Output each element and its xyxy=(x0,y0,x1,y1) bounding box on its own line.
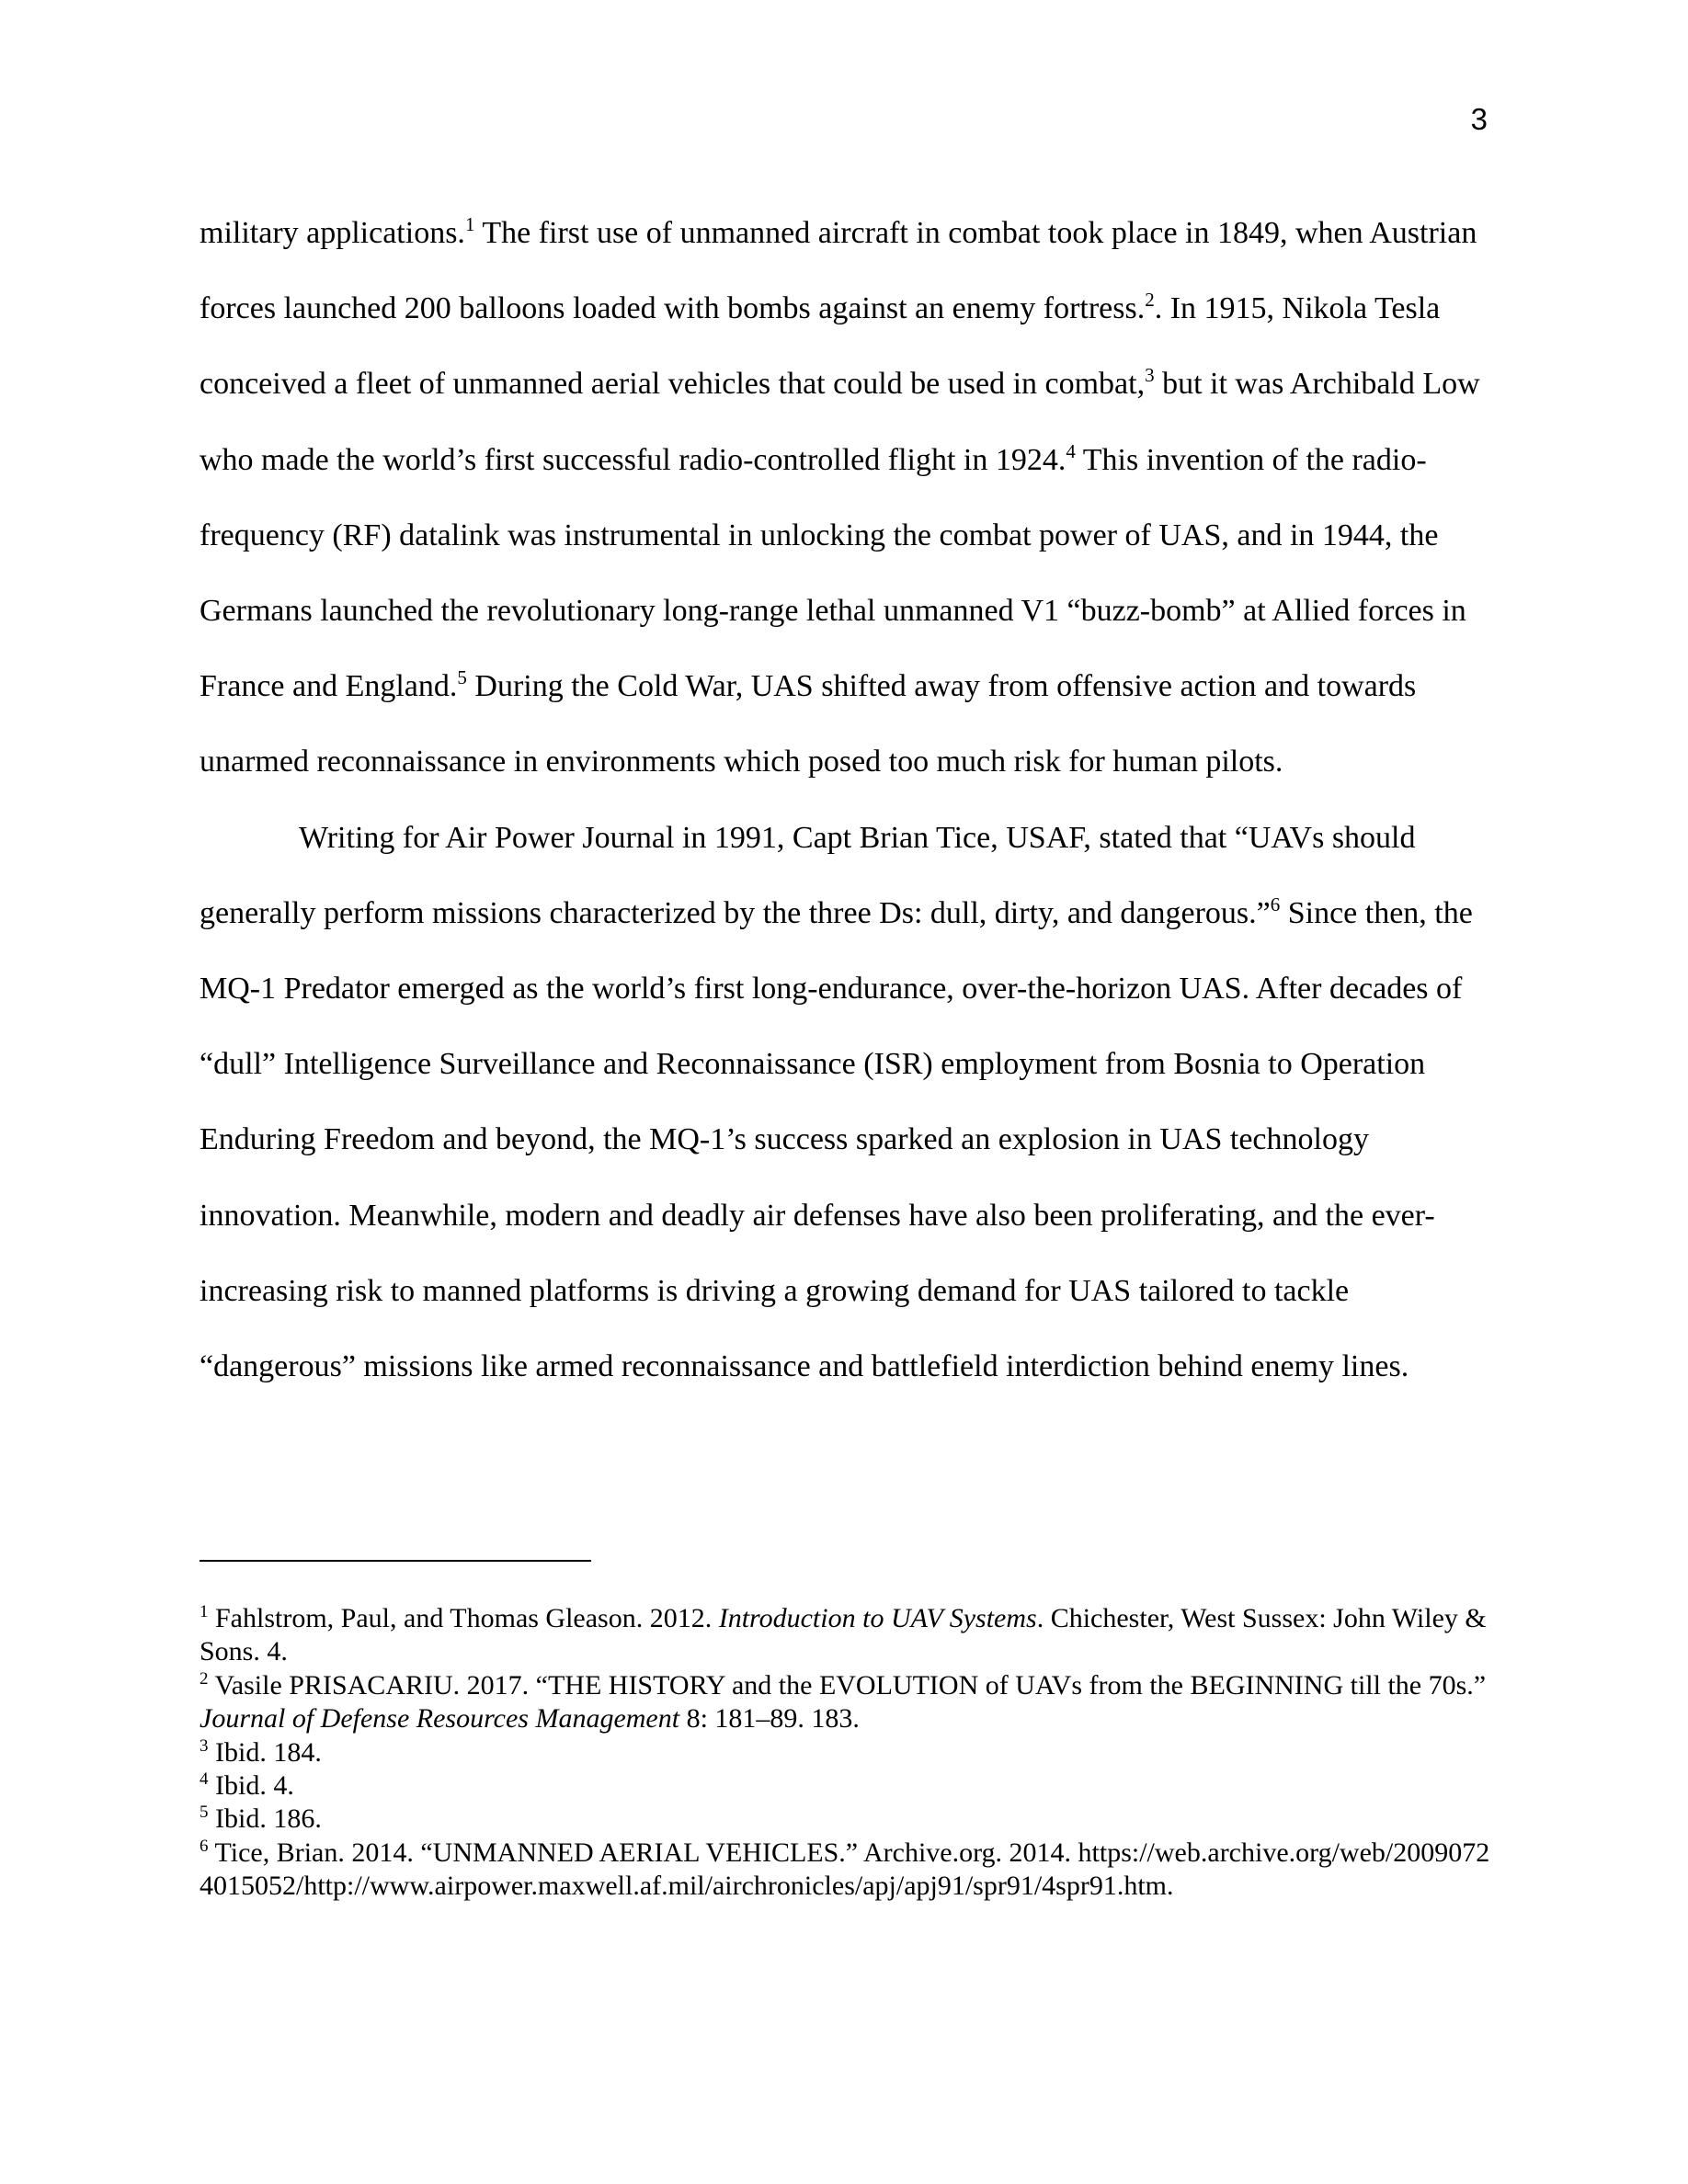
footnote-separator xyxy=(200,1560,591,1562)
italic-title: Journal of Defense Resources Management xyxy=(200,1703,680,1735)
text-run: Fahlstrom, Paul, and Thomas Gleason. 2012. xyxy=(208,1603,719,1633)
text-run: . In 1915, Nikola Tesla conceived a fleet of unmanned aerial vehicles that could be used in combat, xyxy=(200,291,1441,402)
text-run: Since then, the MQ-1 Predator emerged as the world’s first long-endurance, over-the-horizon UAS. After decades of “dull” Intelligence Surveillance and Reconnaissance (ISR) employment from Bosnia to Operation Enduring Freedom and beyond, the MQ-1’s success sparked an explosion in UAS technology innovation. Meanwhile, modern and deadly air defenses have also been proliferating, and the ever-increasing risk to manned platforms is driving a growing demand for UAS tailored to tackle “dangerous” missions like armed reconnaissance and battlefield interdiction behind enemy lines. xyxy=(200,895,1473,1384)
text-run: military applications. xyxy=(200,216,465,250)
footnote-reference: 4 xyxy=(1066,439,1076,462)
footnote xyxy=(200,1669,1491,1736)
text-run: During the Cold War, UAS shifted away from offensive action and towards unarmed reconnaissance in environments which posed too much risk for human pilots. xyxy=(200,669,1417,779)
text-run: but it was Archibald Low who made the world’s first successful radio-controlled flight in 1924. xyxy=(200,367,1480,477)
footnote-reference: 3 xyxy=(1145,364,1155,387)
footnote-number: 4 xyxy=(200,1769,209,1790)
text-run: Tice, Brian. 2014. “UNMANNED AERIAL VEHICLES.” Archive.org. 2014. xyxy=(208,1837,1078,1868)
footnote xyxy=(200,1736,1491,1769)
text-run: 8: 181–89. 183. xyxy=(679,1703,860,1735)
source-url: https://web.archive.org/web/20090724015052/http://www.airpower.maxwell.af.mil/airchronicles/apj/apj91/spr91/4spr91.htm. xyxy=(200,1837,1490,1902)
body-text xyxy=(200,196,1491,1405)
footnote-number: 3 xyxy=(200,1735,209,1756)
page-number: 3 xyxy=(1470,102,1488,136)
footnote-number: 1 xyxy=(200,1602,209,1621)
text-run: Writing for Air Power Journal in 1991, Capt Brian Tice, USAF, stated that “UAVs should generally perform missions characterized by the three Ds: dull, dirty, and dangerous.” xyxy=(200,820,1416,930)
text-run: Ibid. 184. xyxy=(208,1736,322,1768)
footnote-number: 6 xyxy=(200,1836,209,1856)
footnote xyxy=(200,1803,1491,1836)
footnote xyxy=(200,1837,1491,1904)
text-run: The first use of unmanned aircraft in combat took place in 1849, when Austrian forces launched 200 balloons loaded with bombs against an enemy fortress. xyxy=(200,216,1477,326)
italic-title: Introduction to UAV Systems xyxy=(718,1603,1037,1633)
footnote-number: 2 xyxy=(200,1668,209,1689)
text-run: Ibid. 186. xyxy=(208,1803,322,1835)
paragraph xyxy=(200,801,1491,1405)
text-run: This invention of the radio-frequency (RF) datalink was instrumental in unlocking the combat power of UAS, and in 1944, the Germans launched the revolutionary long-range lethal unmanned V1 “buzz-bomb” at Allied forces in France and England. xyxy=(200,442,1466,704)
footnotes xyxy=(200,1602,1491,1904)
footnote xyxy=(200,1769,1491,1803)
text-run: Ibid. 4. xyxy=(208,1770,294,1802)
footnote-reference: 6 xyxy=(1270,893,1281,916)
footnote xyxy=(200,1602,1491,1669)
text-run: . Chichester, West Sussex: John Wiley & Sons. 4. xyxy=(200,1603,1487,1667)
footnote-reference: 1 xyxy=(464,213,475,235)
footnote-number: 5 xyxy=(200,1803,209,1823)
footnote-reference: 5 xyxy=(457,666,467,689)
text-run: Vasile PRISACARIU. 2017. “THE HISTORY and the EVOLUTION of UAVs from the BEGINNING till the 70s.” xyxy=(208,1669,1487,1701)
footnote-reference: 2 xyxy=(1145,289,1155,312)
paragraph xyxy=(200,196,1491,801)
